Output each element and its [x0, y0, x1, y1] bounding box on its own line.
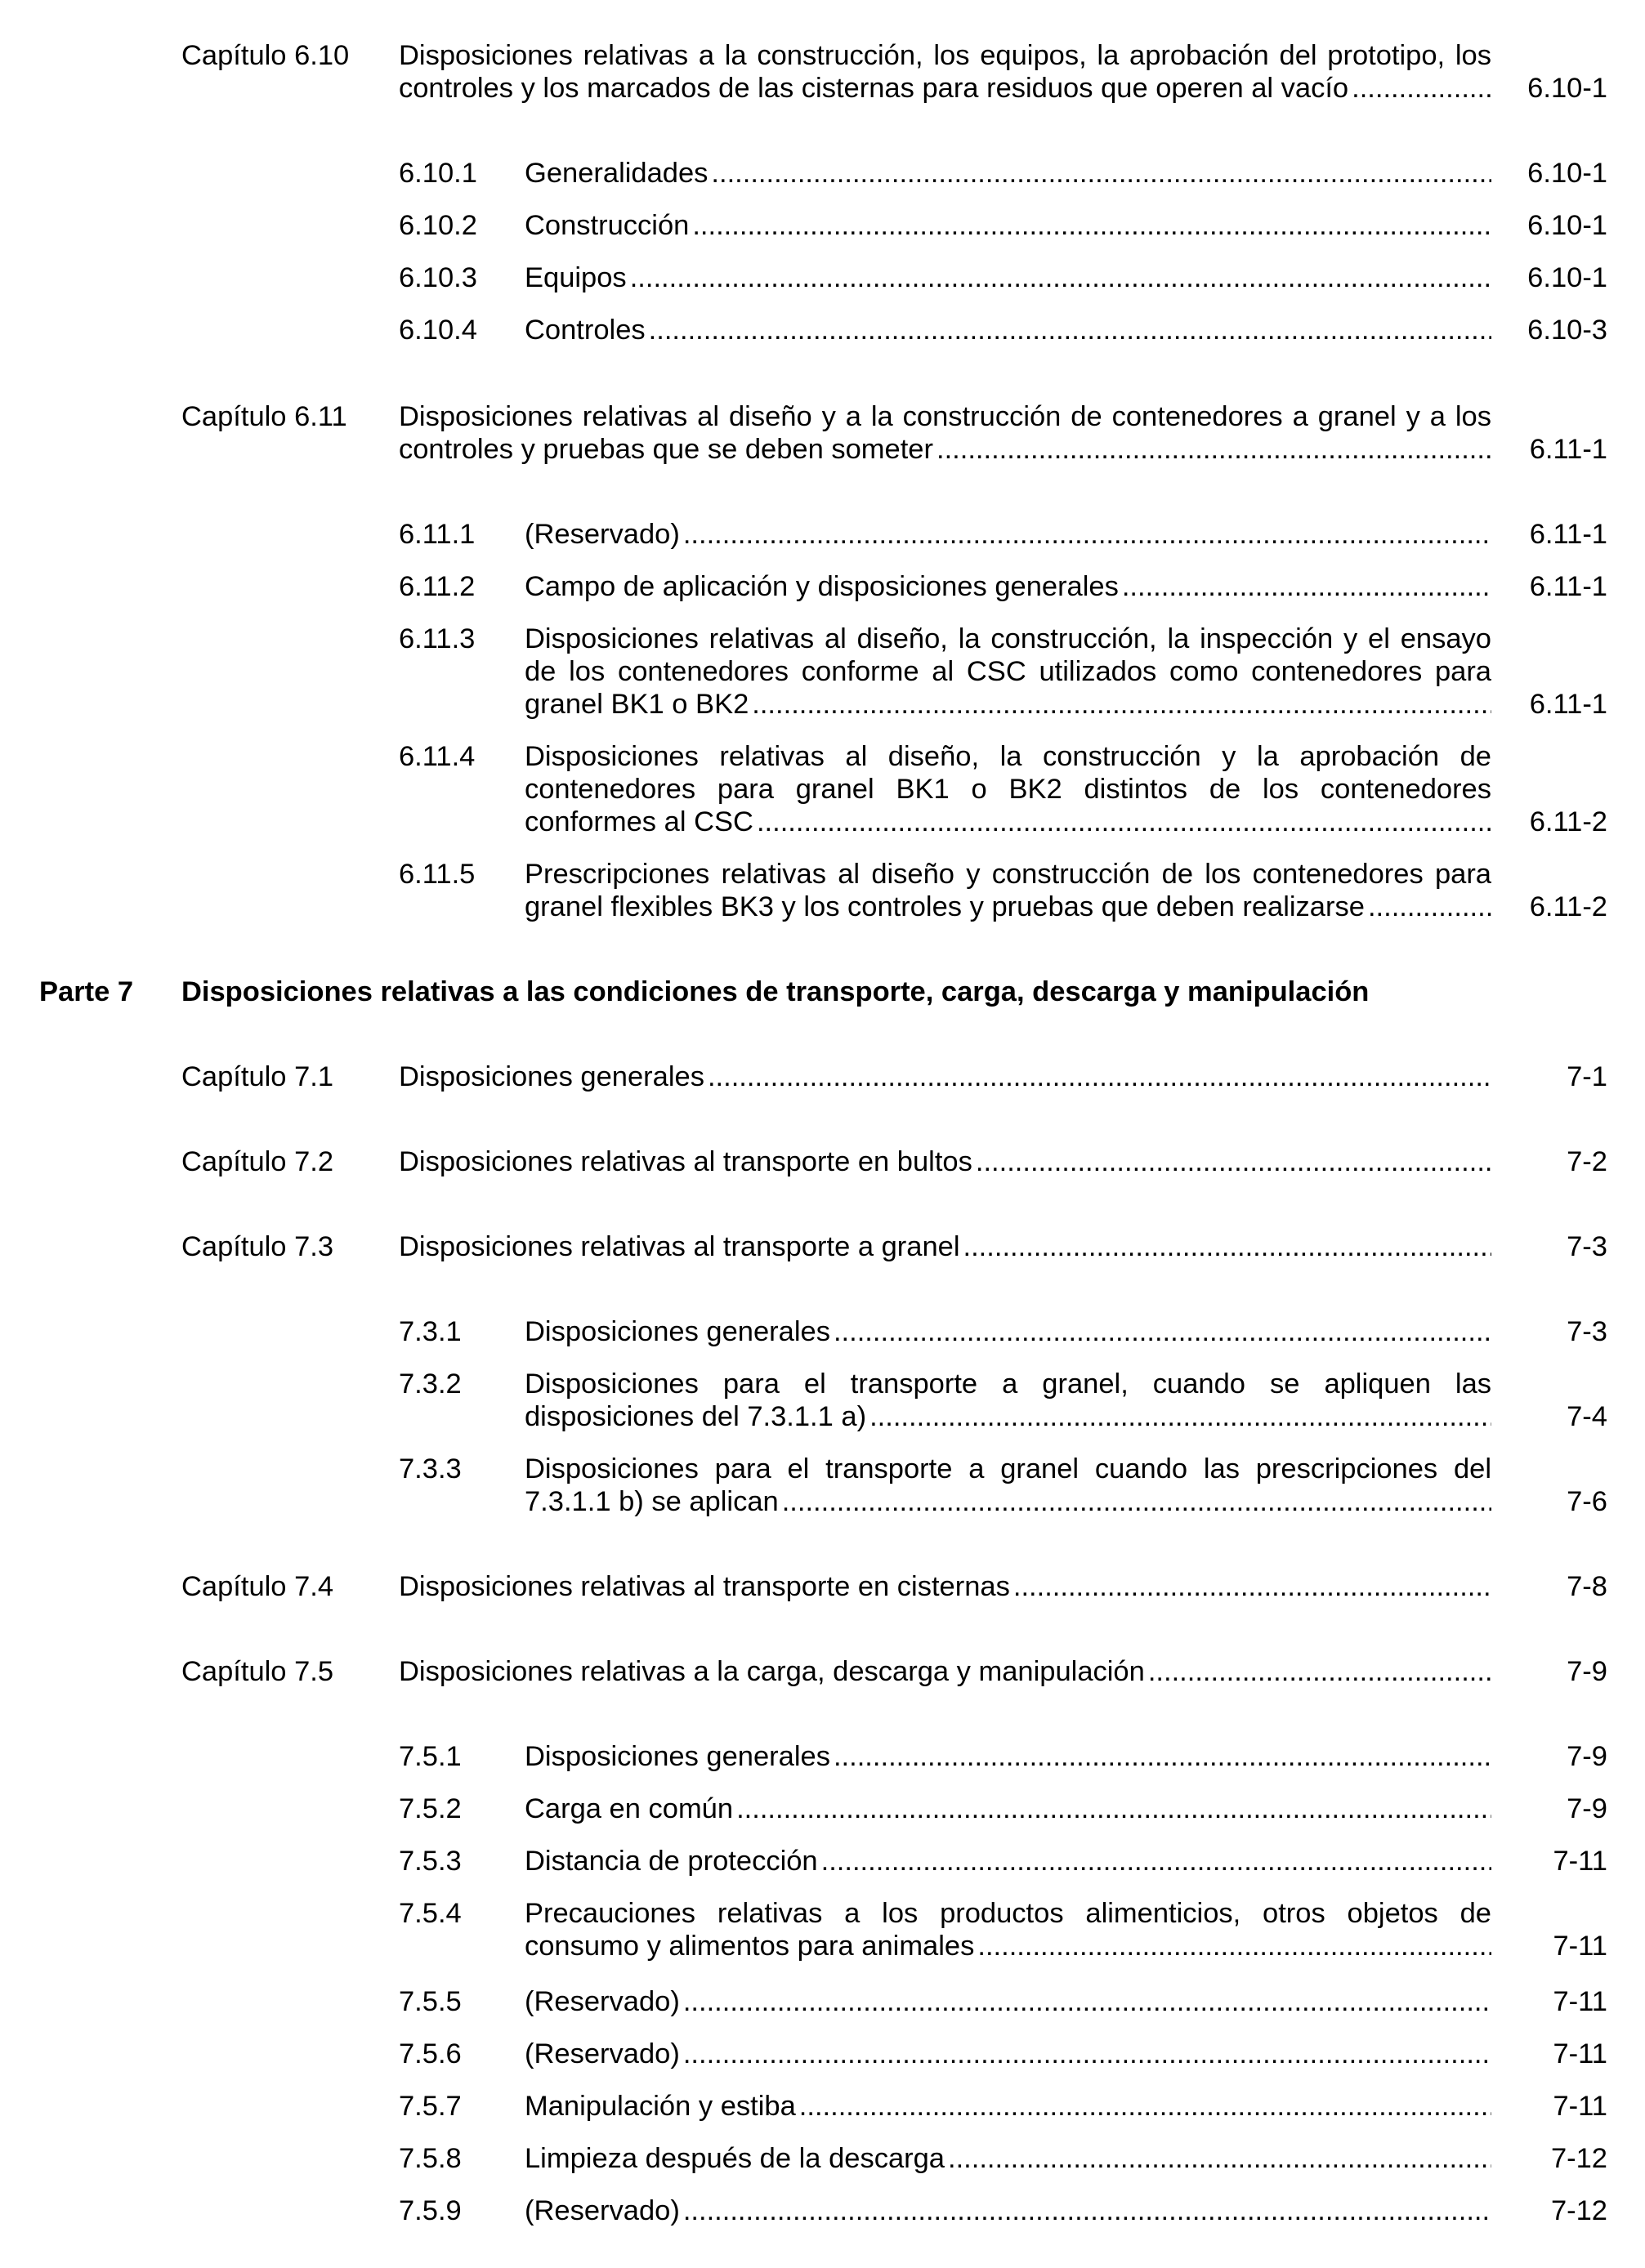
- page-number: 7-11: [1553, 1931, 1607, 1962]
- title-line: Disposiciones para el transporte a granel cuando las prescripciones del: [525, 1453, 1491, 1484]
- section-label: 6.11.1: [399, 519, 476, 550]
- page-number: 7-2: [1567, 1146, 1607, 1177]
- entry-title: [525, 858, 1491, 923]
- title-line: [399, 1570, 1491, 1603]
- title-text: 7.3.1.1 b) se aplican: [525, 1486, 779, 1517]
- title-text: Distancia de protección: [525, 1846, 818, 1877]
- section-label: 7.3.3: [399, 1453, 462, 1484]
- title-line: [525, 314, 1491, 346]
- section-label: 7.5.7: [399, 2091, 462, 2122]
- entry-title: [525, 1897, 1491, 1962]
- title-text: disposiciones del 7.3.1.1 a): [525, 1401, 867, 1432]
- chapter-label: Capítulo 7.5: [181, 1656, 334, 1687]
- title-text: conformes al CSC: [525, 806, 753, 837]
- dot-leader: [799, 2090, 1491, 2123]
- entry-title: [525, 1985, 1491, 2018]
- part-title: Disposiciones relativas a las condiciones de transporte, carga, descarga y manipulación: [181, 976, 1370, 1007]
- title-text: Disposiciones relativas al transporte en bultos: [399, 1146, 972, 1177]
- title-line: [399, 1145, 1491, 1178]
- entry-title: [399, 1230, 1491, 1263]
- section-label: 7.5.3: [399, 1846, 462, 1877]
- title-text: granel BK1 o BK2: [525, 689, 749, 720]
- page-number: 6.11-1: [1529, 519, 1607, 550]
- title-line: [399, 1060, 1491, 1093]
- entry-title: [525, 570, 1491, 603]
- dot-leader: [977, 1930, 1491, 1962]
- entry-title: [525, 623, 1491, 721]
- section-label: 7.5.6: [399, 2038, 462, 2069]
- dot-leader: [708, 1060, 1491, 1093]
- section-label: 6.11.5: [399, 859, 476, 890]
- title-line: Prescripciones relativas al diseño y construcción de los contenedores para: [525, 859, 1491, 890]
- dot-leader: [683, 518, 1491, 551]
- entry-title: [399, 1060, 1491, 1093]
- title-text: Disposiciones generales: [525, 1741, 830, 1772]
- title-line: [525, 2090, 1491, 2123]
- entry-title: [525, 1453, 1491, 1518]
- page-number: 7-6: [1567, 1486, 1607, 1517]
- section-label: 7.5.8: [399, 2143, 462, 2174]
- section-label: 7.5.2: [399, 1793, 462, 1824]
- dot-leader: [834, 1740, 1491, 1773]
- title-text: Carga en común: [525, 1793, 734, 1824]
- dot-leader: [711, 157, 1491, 190]
- page-number: 6.11-1: [1529, 434, 1607, 465]
- dot-leader: [692, 209, 1491, 242]
- title-text: Disposiciones relativas al transporte en cisternas: [399, 1571, 1010, 1602]
- page-number: 6.10-1: [1527, 158, 1607, 189]
- title-text: (Reservado): [525, 1986, 680, 2017]
- page-number: 6.10-1: [1527, 262, 1607, 293]
- section-label: 6.10.2: [399, 210, 477, 241]
- dot-leader: [649, 314, 1491, 346]
- title-line: Precauciones relativas a los productos alimenticios, otros objetos de: [525, 1898, 1491, 1929]
- title-text: Disposiciones generales: [399, 1061, 704, 1092]
- entry-title: [525, 261, 1491, 294]
- page-number: 7-4: [1567, 1401, 1607, 1432]
- entry-title: [399, 39, 1491, 105]
- entry-title: [399, 1570, 1491, 1603]
- page-number: 7-9: [1567, 1741, 1607, 1772]
- title-text: Equipos: [525, 262, 627, 293]
- title-line: [525, 261, 1491, 294]
- page-number: 7-8: [1567, 1571, 1607, 1602]
- page-number: 7-9: [1567, 1793, 1607, 1824]
- chapter-label: Capítulo 7.1: [181, 1061, 334, 1092]
- dot-leader: [752, 688, 1491, 721]
- title-text: consumo y alimentos para animales: [525, 1931, 975, 1962]
- title-line: [525, 209, 1491, 242]
- title-text: (Reservado): [525, 2038, 680, 2069]
- dot-leader: [683, 2194, 1491, 2227]
- title-text: Campo de aplicación y disposiciones generales: [525, 571, 1119, 602]
- page-number: 7-11: [1553, 1986, 1607, 2017]
- title-line: [525, 1845, 1491, 1877]
- section-label: 7.5.9: [399, 2195, 462, 2226]
- section-label: 6.10.1: [399, 158, 477, 189]
- page-number: 7-11: [1553, 2091, 1607, 2122]
- page-number: 7-12: [1550, 2143, 1607, 2174]
- chapter-label: Capítulo 6.10: [181, 40, 350, 71]
- entry-title: [525, 518, 1491, 551]
- dot-leader: [630, 261, 1491, 294]
- page-number: 6.10-1: [1527, 210, 1607, 241]
- title-line: [525, 2038, 1491, 2070]
- entry-title: [525, 1368, 1491, 1433]
- dot-leader: [869, 1400, 1491, 1433]
- title-line: [399, 433, 1491, 466]
- title-line: [525, 570, 1491, 603]
- section-label: 6.10.4: [399, 315, 477, 346]
- section-label: 6.10.3: [399, 262, 477, 293]
- title-text: Limpieza después de la descarga: [525, 2143, 945, 2174]
- dot-leader: [1013, 1570, 1491, 1603]
- title-text: Disposiciones relativas a la carga, descarga y manipulación: [399, 1656, 1145, 1687]
- section-label: 7.5.5: [399, 1986, 462, 2017]
- dot-leader: [948, 2142, 1491, 2175]
- entry-title: [399, 400, 1491, 466]
- chapter-label: Capítulo 7.3: [181, 1231, 334, 1262]
- page-number: 7-3: [1567, 1231, 1607, 1262]
- title-line: [525, 518, 1491, 551]
- title-text: Disposiciones relativas al transporte a granel: [399, 1231, 960, 1262]
- section-label: 6.11.3: [399, 623, 476, 654]
- dot-leader: [683, 1985, 1491, 2018]
- dot-leader: [1122, 570, 1491, 603]
- title-line: Disposiciones para el transporte a granel, cuando se apliquen las: [525, 1368, 1491, 1400]
- title-line: [525, 1793, 1491, 1825]
- title-line: [399, 72, 1491, 105]
- dot-leader: [834, 1315, 1491, 1348]
- dot-leader: [1352, 72, 1491, 105]
- page-number: 6.10-3: [1527, 315, 1607, 346]
- title-line: [525, 2142, 1491, 2175]
- section-label: 7.3.1: [399, 1316, 462, 1347]
- chapter-label: Capítulo 6.11: [181, 401, 347, 432]
- title-text: Manipulación y estiba: [525, 2091, 796, 2122]
- entry-title: [525, 209, 1491, 242]
- page-number: 6.11-2: [1529, 806, 1607, 837]
- dot-leader: [757, 806, 1491, 838]
- page-number: 7-11: [1553, 1846, 1607, 1877]
- page-number: 6.10-1: [1527, 73, 1607, 104]
- title-line: [525, 1485, 1491, 1518]
- page-number: 7-3: [1567, 1316, 1607, 1347]
- entry-title: [525, 1315, 1491, 1348]
- chapter-label: Capítulo 7.2: [181, 1146, 334, 1177]
- title-text: Generalidades: [525, 158, 709, 189]
- page-number: 7-9: [1567, 1656, 1607, 1687]
- title-line: [525, 806, 1491, 838]
- dot-leader: [936, 433, 1491, 466]
- dot-leader: [821, 1845, 1491, 1877]
- dot-leader: [782, 1485, 1491, 1518]
- page-number: 7-1: [1567, 1061, 1607, 1092]
- entry-title: [525, 157, 1491, 190]
- dot-leader: [1148, 1655, 1491, 1688]
- page-number: 6.11-1: [1529, 689, 1607, 720]
- title-text: granel flexibles BK3 y los controles y pruebas que deben realizarse: [525, 891, 1365, 922]
- page-number: 6.11-2: [1529, 891, 1607, 922]
- title-text: (Reservado): [525, 519, 680, 550]
- entry-title: [525, 2194, 1491, 2227]
- title-line: [525, 1740, 1491, 1773]
- title-text: Construcción: [525, 210, 690, 241]
- entry-title: [399, 1145, 1491, 1178]
- title-line: Disposiciones relativas a la construcción, los equipos, la aprobación del prototipo, los: [399, 40, 1491, 71]
- entry-title: [525, 314, 1491, 346]
- dot-leader: [1368, 891, 1491, 923]
- section-label: 7.5.1: [399, 1741, 462, 1772]
- title-line: [525, 1400, 1491, 1433]
- section-label: 6.11.2: [399, 571, 476, 602]
- title-line: [525, 688, 1491, 721]
- part-label: Parte 7: [39, 976, 134, 1007]
- dot-leader: [683, 2038, 1491, 2070]
- section-label: 6.11.4: [399, 741, 476, 772]
- title-line: [525, 1985, 1491, 2018]
- title-line: [525, 1315, 1491, 1348]
- entry-title: [525, 2038, 1491, 2070]
- entry-title: [399, 1655, 1491, 1688]
- entry-title: [525, 2142, 1491, 2175]
- title-line: [525, 2194, 1491, 2227]
- chapter-label: Capítulo 7.4: [181, 1571, 334, 1602]
- title-line: [399, 1655, 1491, 1688]
- title-line: Disposiciones relativas al diseño, la construcción, la inspección y el ensayo: [525, 623, 1491, 654]
- section-label: 7.3.2: [399, 1368, 462, 1400]
- title-text: Controles: [525, 315, 646, 346]
- title-text: controles y los marcados de las cisternas para residuos que operen al vacío: [399, 73, 1349, 104]
- page-number: 7-11: [1553, 2038, 1607, 2069]
- entry-title: [525, 1845, 1491, 1877]
- title-line: de los contenedores conforme al CSC utilizados como contenedores para: [525, 656, 1491, 687]
- dot-leader: [736, 1793, 1491, 1825]
- title-line: [525, 157, 1491, 190]
- page-number: 7-12: [1550, 2195, 1607, 2226]
- entry-title: [525, 1740, 1491, 1773]
- section-label: 7.5.4: [399, 1898, 462, 1929]
- title-text: (Reservado): [525, 2195, 680, 2226]
- dot-leader: [963, 1230, 1491, 1263]
- title-line: [525, 891, 1491, 923]
- entry-title: [525, 1793, 1491, 1825]
- entry-title: [525, 740, 1491, 838]
- title-line: Disposiciones relativas al diseño y a la construcción de contenedores a granel y a los: [399, 401, 1491, 432]
- title-line: [525, 1930, 1491, 1962]
- title-line: contenedores para granel BK1 o BK2 distintos de los contenedores: [525, 774, 1491, 805]
- title-text: Disposiciones generales: [525, 1316, 830, 1347]
- entry-title: [525, 2090, 1491, 2123]
- title-line: [399, 1230, 1491, 1263]
- dot-leader: [976, 1145, 1491, 1178]
- page-number: 6.11-1: [1529, 571, 1607, 602]
- title-text: controles y pruebas que se deben someter: [399, 434, 933, 465]
- title-line: Disposiciones relativas al diseño, la construcción y la aprobación de: [525, 741, 1491, 772]
